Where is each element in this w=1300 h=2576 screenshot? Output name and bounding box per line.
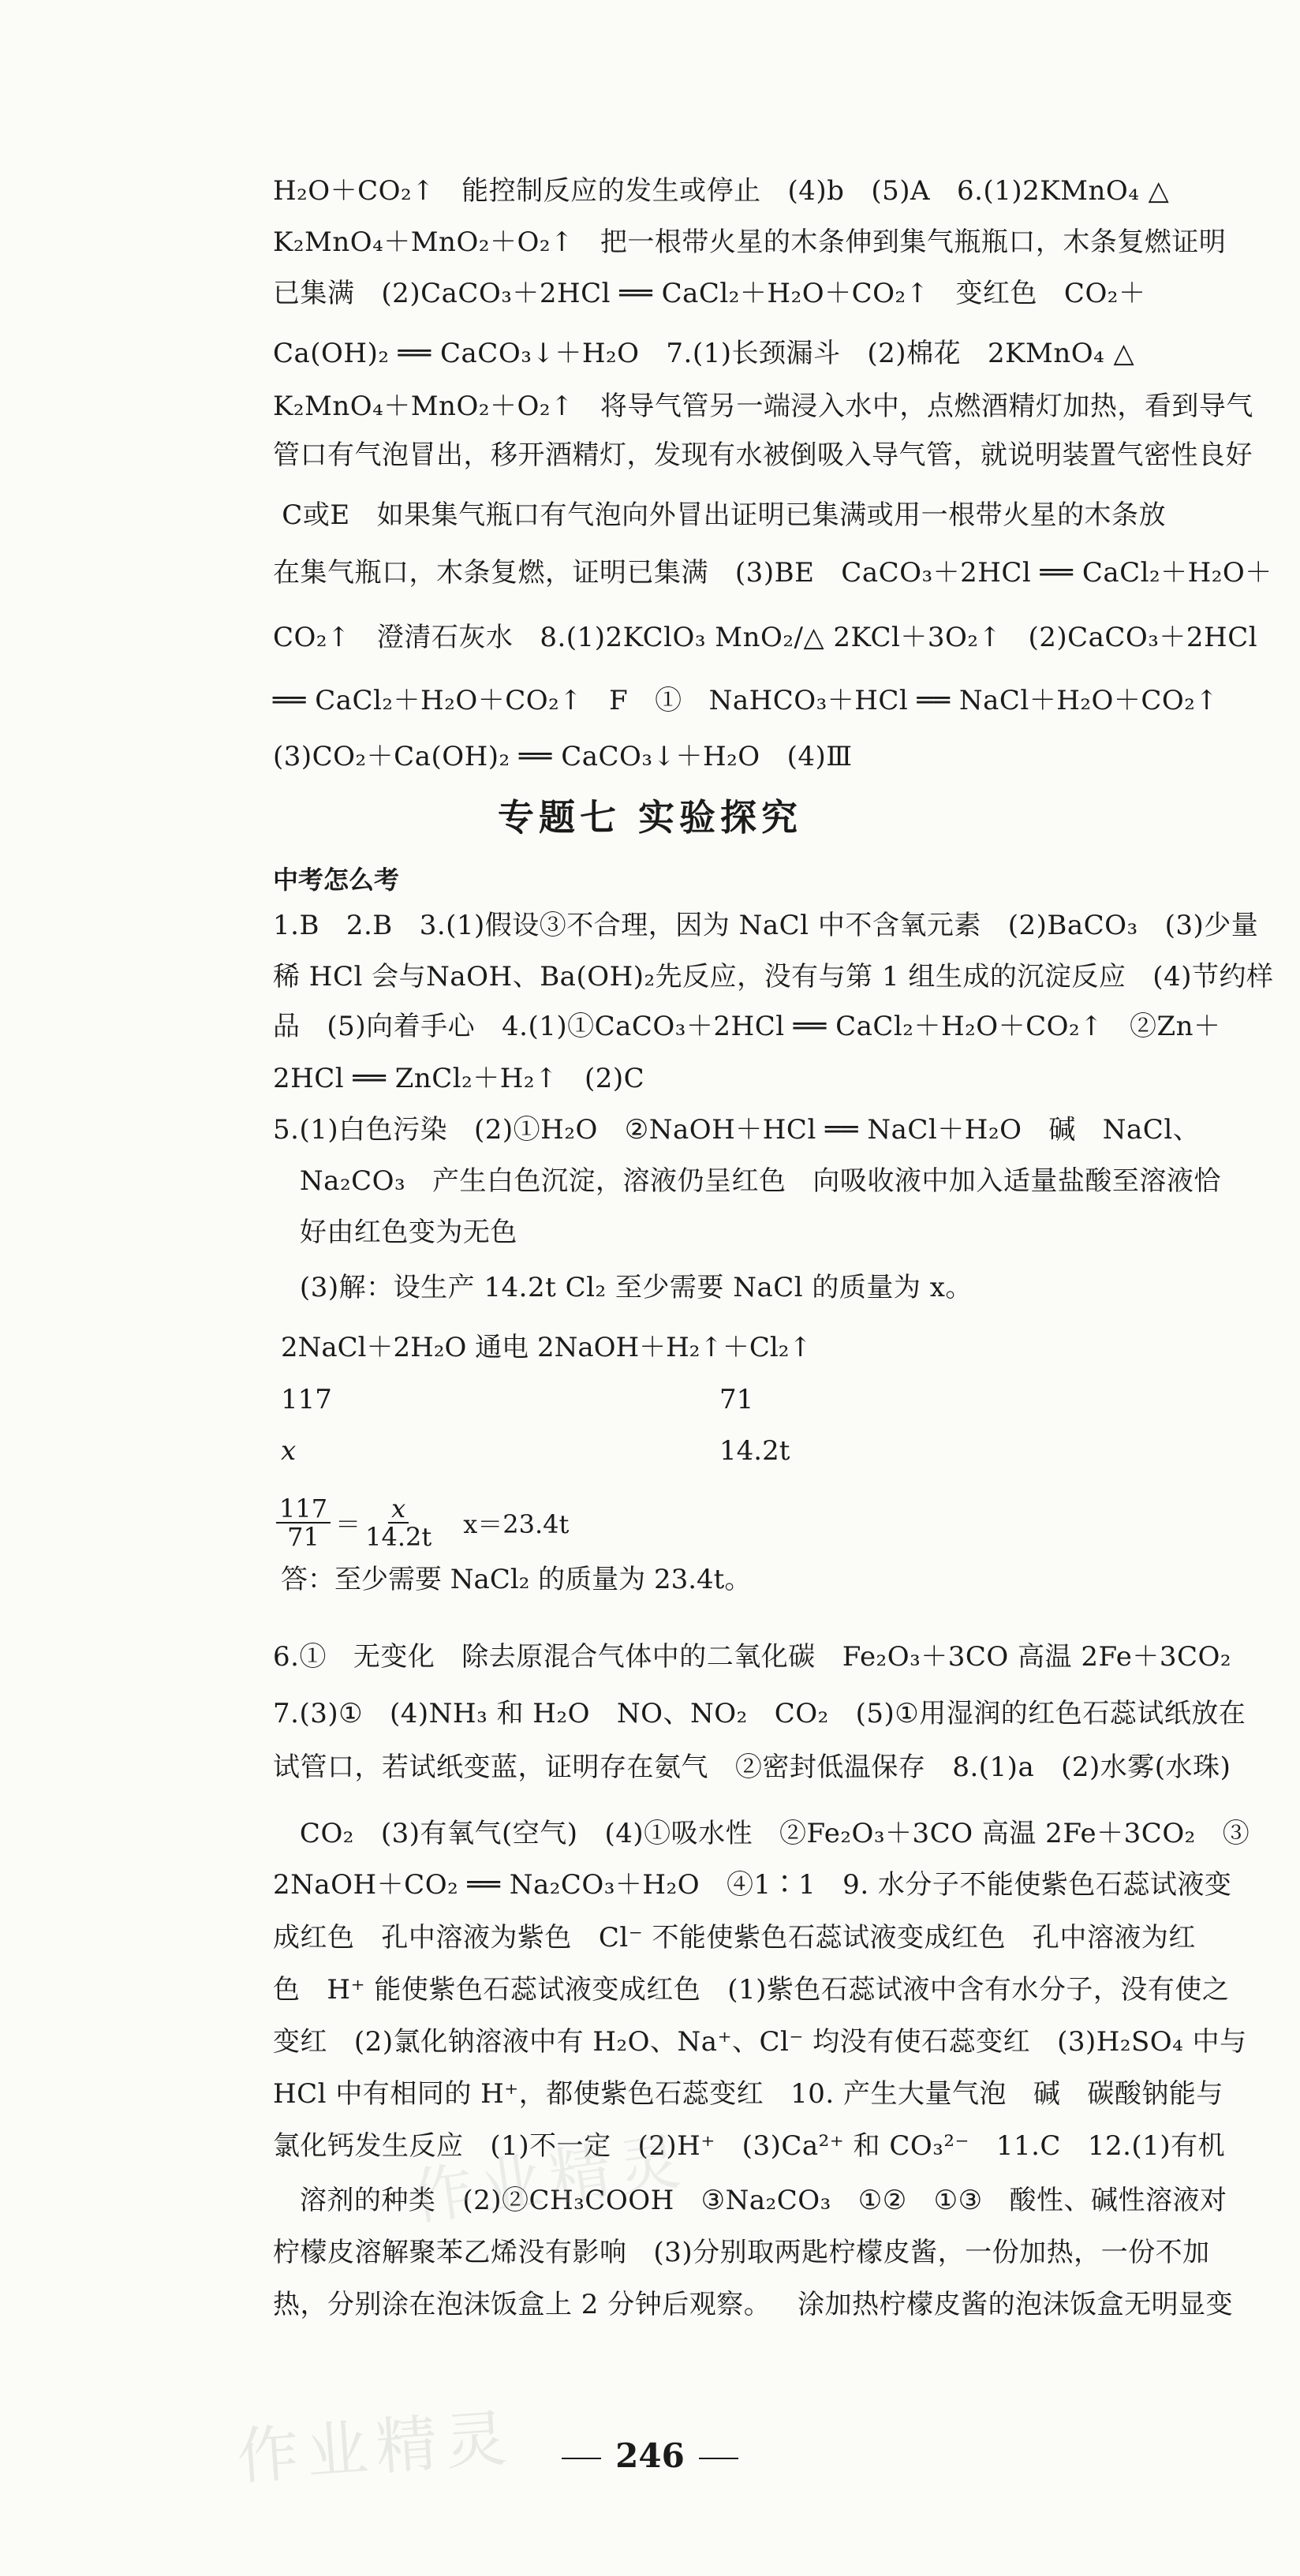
text-line: K₂MnO₄＋MnO₂＋O₂↑ 把一根带火星的木条伸到集气瓶瓶口，木条复燃证明 [273,226,1227,258]
text-line: Na₂CO₃ 产生白色沉淀，溶液仍呈红色 向吸收液中加入适量盐酸至溶液恰 [273,1165,1221,1197]
fraction-right: x 14.2t [365,1494,432,1552]
text-line: C或E 如果集气瓶口有气泡向外冒出证明已集满或用一根带火星的木条放 [273,499,1167,531]
text-line: K₂MnO₄＋MnO₂＋O₂↑ 将导气管另一端浸入水中，点燃酒精灯加热，看到导气 [273,391,1253,422]
molar-mass-nacl: 117 [281,1384,332,1415]
unknown-mass: x [281,1435,297,1467]
result: x＝23.4t [463,1509,570,1539]
text-line: 1.B 2.B 3.(1)假设③不合理，因为 NaCl 中不含氧元素 (2)BaCO₃ (3)少量 [273,910,1259,941]
text-line: 在集气瓶口，木条复燃，证明已集满 (3)BE CaCO₃＋2HCl ══ CaCl₂＋H₂O＋ [273,557,1272,589]
text-line: CO₂↑ 澄清石灰水 8.(1)2KClO₃ MnO₂/△ 2KCl＋3O₂↑ (2)CaCO₃＋2HCl [273,622,1258,653]
section-heading: 专题七 实验探究 [497,796,802,839]
text-line: 稀 HCl 会与NaOH、Ba(OH)₂先反应，没有与第 1 组生成的沉淀反应 (4)节约样 [273,961,1274,993]
text-line: 已集满 (2)CaCO₃＋2HCl ══ CaCl₂＋H₂O＋CO₂↑ 变红色 CO₂＋ [273,278,1146,309]
answer-statement: 答：至少需要 NaCl₂ 的质量为 23.4t。 [281,1564,752,1595]
text-line: 氯化钙发生反应 (1)不一定 (2)H⁺ (3)Ca²⁺ 和 CO₃²⁻ 11.C 12.(1)有机 [273,2130,1226,2162]
page-number: 246 [0,2436,1300,2475]
text-line: 柠檬皮溶解聚苯乙烯没有影响 (3)分别取两匙柠檬皮酱，一份加热，一份不加 [273,2237,1210,2268]
text-line: 好由红色变为无色 [273,1217,517,1248]
fraction-left: 117 71 [276,1495,331,1550]
text-line: Ca(OH)₂ ══ CaCO₃↓＋H₂O 7.(1)长颈漏斗 (2)棉花 2KMnO₄ △ [273,338,1135,369]
text-line: 2NaOH＋CO₂ ══ Na₂CO₃＋H₂O ④1∶1 9. 水分子不能使紫色石蕊试液变 [273,1869,1232,1901]
text-line: 成红色 孔中溶液为紫色 Cl⁻ 不能使紫色石蕊试液变成红色 孔中溶液为红 [273,1922,1196,1953]
text-line: 热，分别涂在泡沫饭盒上 2 分钟后观察。 涂加热柠檬皮酱的泡沫饭盒无明显变 [273,2289,1234,2320]
text-line: 溶剂的种类 (2)②CH₃COOH ③Na₂CO₃ ①② ①③ 酸性、碱性溶液对 [273,2185,1227,2216]
given-mass: 14.2t [719,1435,790,1467]
text-line: HCl 中有相同的 H⁺，都使紫色石蕊变红 10. 产生大量气泡 碱 碳酸钠能与 [273,2078,1223,2110]
text-line: 色 H⁺ 能使紫色石蕊试液变成红色 (1)紫色石蕊试液中含有水分子，没有使之 [273,1974,1230,2006]
text-line: (3)解：设生产 14.2t Cl₂ 至少需要 NaCl 的质量为 x。 [273,1272,973,1303]
text-line: 5.(1)白色污染 (2)①H₂O ②NaOH＋HCl ══ NaCl＋H₂O 碱 NaCl、 [273,1114,1201,1146]
text-line: 2HCl ══ ZnCl₂＋H₂↑ (2)C [273,1063,645,1094]
text-line: CO₂ (3)有氧气(空气) (4)①吸水性 ②Fe₂O₃＋3CO 高温 2Fe＋3CO₂ ③ [273,1818,1250,1849]
text-line: 6.① 无变化 除去原混合气体中的二氧化碳 Fe₂O₃＋3CO 高温 2Fe＋3CO₂ [273,1641,1231,1673]
proportion: 117 71 ＝ x 14.2t x＝23.4t [276,1495,569,1550]
reaction-equation: 2NaCl＋2H₂O 通电 2NaOH＋H₂↑＋Cl₂↑ [281,1332,812,1363]
text-line: 7.(3)① (4)NH₃ 和 H₂O NO、NO₂ CO₂ (5)①用湿润的红色石蕊试纸放在 [273,1698,1246,1729]
text-line: (3)CO₂＋Ca(OH)₂ ══ CaCO₃↓＋H₂O (4)Ⅲ [273,741,853,772]
text-line: 变红 (2)氯化钠溶液中有 H₂O、Na⁺、Cl⁻ 均没有使石蕊变红 (3)H₂SO₄ 中与 [273,2026,1247,2058]
watermark: 作业精灵 [407,2125,693,2234]
text-line: 试管口，若试纸变蓝，证明存在氨气 ②密封低温保存 8.(1)a (2)水雾(水珠) [273,1752,1231,1783]
text-line: 品 (5)向着手心 4.(1)①CaCO₃＋2HCl ══ CaCl₂＋H₂O＋CO₂↑ ②Zn＋ [273,1011,1221,1042]
molar-mass-cl2: 71 [719,1384,754,1415]
watermark-bottom: 作业精灵 [234,2402,517,2494]
text-line: ══ CaCl₂＋H₂O＋CO₂↑ F ① NaHCO₃＋HCl ══ NaCl＋H₂O＋CO₂↑ [273,685,1219,716]
text-line: H₂O＋CO₂↑ 能控制反应的发生或停止 (4)b (5)A 6.(1)2KMnO₄ △ [273,175,1170,207]
section-subheading: 中考怎么考 [273,865,400,895]
text-line: 管口有气泡冒出，移开酒精灯，发现有水被倒吸入导气管，就说明装置气密性良好 [273,439,1253,471]
